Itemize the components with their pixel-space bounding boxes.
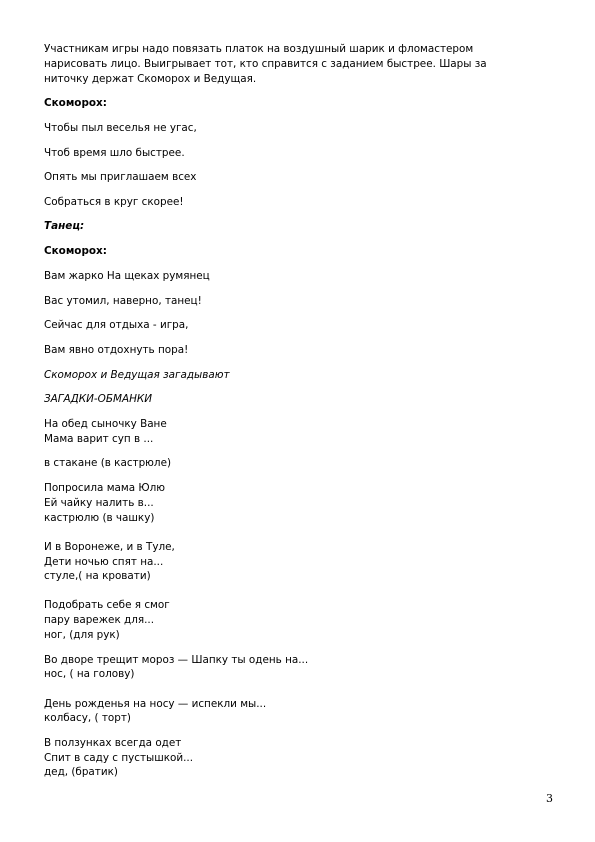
riddle-line: пару варежек для... xyxy=(44,614,155,626)
verse-line: Собраться в круг скорее! xyxy=(44,196,184,208)
riddle-answer: ног, (для рук) xyxy=(44,629,120,641)
riddle-line: День рожденья на носу — испекли мы... xyxy=(44,698,267,710)
riddle-line: В ползунках всегда одет xyxy=(44,737,182,749)
riddle-line: Подобрать себе я смог xyxy=(44,599,170,611)
verse-line: Вас утомил, наверно, танец! xyxy=(44,295,202,307)
riddle-answer: колбасу, ( торт) xyxy=(44,712,131,724)
riddle-line: Ей чайку налить в... xyxy=(44,497,154,509)
riddle-line: Во дворе трещит мороз — Шапку ты одень на... xyxy=(44,654,309,666)
riddle-line: Мама варит суп в ... xyxy=(44,433,154,445)
speaker-heading: Скоморох: xyxy=(44,245,107,257)
intro-line-1: Участникам игры надо повязать платок на воздушный шарик и фломастером xyxy=(44,43,474,55)
riddle-answer: стуле,( на кровати) xyxy=(44,570,151,582)
verse-line: Вам жарко На щеках румянец xyxy=(44,270,210,282)
verse-line: Опять мы приглашаем всех xyxy=(44,171,197,183)
riddle-answer: кастрюлю (в чашку) xyxy=(44,512,155,524)
riddle-line: Спит в саду с пустышкой... xyxy=(44,752,194,764)
riddle-answer: дед, (братик) xyxy=(44,766,118,778)
riddle-line: На обед сыночку Ване xyxy=(44,418,167,430)
page-number: 3 xyxy=(546,792,553,805)
riddle-line: Попросила мама Юлю xyxy=(44,482,166,494)
intro-line-3: ниточку держат Скоморох и Ведущая. xyxy=(44,73,257,85)
dance-heading: Танец: xyxy=(44,220,85,232)
riddle-answer: нос, ( на голову) xyxy=(44,668,135,680)
verse-line: Сейчас для отдыха - игра, xyxy=(44,319,189,331)
riddle-line: И в Воронеже, и в Туле, xyxy=(44,541,175,553)
speaker-heading: Скоморох: xyxy=(44,97,107,109)
riddle-line: Дети ночью спят на... xyxy=(44,556,164,568)
verse-line: Вам явно отдохнуть пора! xyxy=(44,344,189,356)
riddle-answer: в стакане (в кастрюле) xyxy=(44,457,172,469)
riddles-title: ЗАГАДКИ-ОБМАНКИ xyxy=(44,393,153,405)
stage-direction: Скоморох и Ведущая загадывают xyxy=(44,369,230,381)
verse-line: Чтобы пыл веселья не угас, xyxy=(44,122,197,134)
verse-line: Чтоб время шло быстрее. xyxy=(44,147,185,159)
intro-line-2: нарисовать лицо. Выигрывает тот, кто справится с заданием быстрее. Шары за xyxy=(44,58,487,70)
